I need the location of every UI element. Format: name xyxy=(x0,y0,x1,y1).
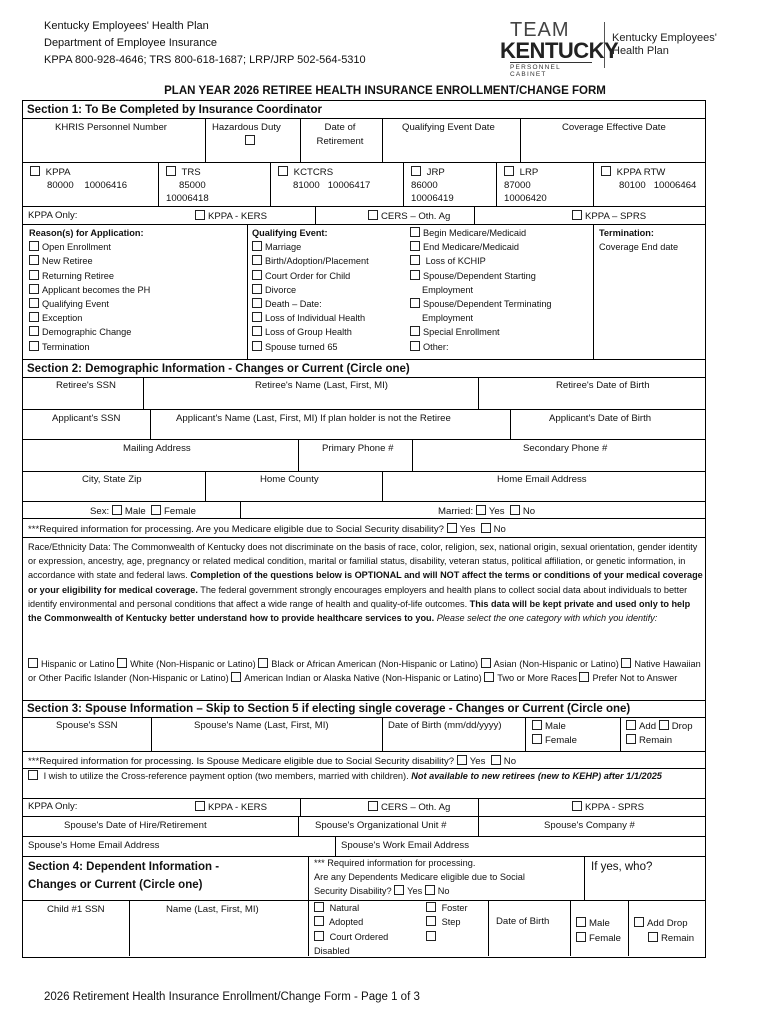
retiree-ssn[interactable]: Retiree's SSN xyxy=(56,380,116,391)
system-jrp[interactable]: JRP xyxy=(411,166,445,179)
reason-open-enrollment[interactable]: Open Enrollment xyxy=(29,240,150,254)
kppa-kers-checkbox[interactable]: KPPA - KERS xyxy=(195,210,267,223)
dependent-medicare-no[interactable]: No xyxy=(425,886,450,896)
spouse-work-email[interactable]: Spouse's Work Email Address xyxy=(341,840,470,851)
spouse-cers-oth[interactable]: CERS – Oth. Ag xyxy=(368,801,450,814)
coverage-end-date: Coverage End date xyxy=(599,242,679,252)
spouse-dob[interactable]: Date of Birth (mm/dd/yyyy) xyxy=(388,720,502,731)
logo-team-text: TEAM xyxy=(510,19,570,41)
medicare-yes-checkbox[interactable]: Yes xyxy=(447,524,476,535)
spouse-company[interactable]: Spouse's Company # xyxy=(544,820,635,831)
reasons-title: Reason(s) for Application: xyxy=(29,228,144,238)
reason-new-retiree[interactable]: New Retiree xyxy=(29,254,150,268)
contact-line: KPPA 800-928-4646; TRS 800-618-1687; LRP/JRP 502-564-5310 xyxy=(44,54,366,66)
reason-qualifying-event[interactable]: Qualifying Event xyxy=(29,297,150,311)
city-state-zip[interactable]: City, State Zip xyxy=(82,474,142,485)
system-trs[interactable]: TRS xyxy=(166,166,201,179)
reason-exception[interactable]: Exception xyxy=(29,311,150,325)
system-lrp-code2: 10006420 xyxy=(504,193,547,204)
spouse-add-drop[interactable]: Add Drop xyxy=(626,720,693,733)
spouse-ssn[interactable]: Spouse's SSN xyxy=(56,720,118,731)
system-kppa-rtw-codes: 80100 10006464 xyxy=(619,180,697,191)
spouse-medicare-no[interactable]: No xyxy=(491,756,516,767)
qual-spouse-starting-2: Employment xyxy=(422,284,474,295)
form-title: PLAN YEAR 2026 RETIREE HEALTH INSURANCE ENROLLMENT/CHANGE FORM xyxy=(164,85,606,97)
child1-ssn[interactable]: Child #1 SSN xyxy=(47,904,105,915)
married-no-checkbox[interactable]: No xyxy=(510,506,535,517)
spouse-remain[interactable]: Remain xyxy=(626,734,672,747)
spouse-home-email[interactable]: Spouse's Home Email Address xyxy=(28,840,160,851)
sex-male-checkbox[interactable]: Male xyxy=(112,506,146,517)
spouse-name[interactable]: Spouse's Name (Last, First, MI) xyxy=(194,720,329,731)
system-kppa-codes: 80000 10006416 xyxy=(47,180,128,191)
retiree-dob[interactable]: Retiree's Date of Birth xyxy=(556,380,650,391)
hazardous-header: Hazardous Duty xyxy=(212,122,281,133)
child1-disabled-checkbox[interactable] xyxy=(426,930,439,944)
race-hispanic[interactable]: Hispanic or Latino xyxy=(28,659,115,669)
sex-field: Sex: Male Female xyxy=(90,506,197,517)
spouse-kppa-kers[interactable]: KPPA - KERS xyxy=(195,801,267,814)
qual-end-medicare[interactable]: End Medicare/Medicaid xyxy=(410,240,552,254)
system-lrp-code1: 87000 xyxy=(504,180,531,191)
qual-death[interactable]: Death – Date: xyxy=(252,297,369,311)
qual-special-enrollment[interactable]: Special Enrollment xyxy=(410,325,552,339)
mailing-address[interactable]: Mailing Address xyxy=(123,443,191,454)
spouse-kppa-sprs[interactable]: KPPA - SPRS xyxy=(572,801,644,814)
cers-oth-checkbox[interactable]: CERS – Oth. Ag xyxy=(368,210,450,223)
race-pacific-islander[interactable]: Native Hawaiian or Other Pacific Islander (Non-Hispanic or Latino) xyxy=(28,659,701,684)
child1-natural[interactable]: Natural xyxy=(314,901,359,915)
spouse-hire-date[interactable]: Spouse's Date of Hire/Retirement xyxy=(64,820,207,831)
system-jrp-code2: 10006419 xyxy=(411,193,454,204)
section4-title-1: Section 4: Dependent Information - xyxy=(28,861,220,873)
system-trs-code1: 85000 xyxy=(179,180,206,191)
section2-title: Section 2: Demographic Information - Changes or Current (Circle one) xyxy=(27,363,410,375)
spouse-org-unit[interactable]: Spouse's Organizational Unit # xyxy=(315,820,447,831)
more-events-column xyxy=(410,226,552,354)
system-jrp-code1: 86000 xyxy=(411,180,438,191)
logo-kentucky-text: KENTUCKY xyxy=(500,38,619,63)
system-trs-code2: 10006418 xyxy=(166,193,209,204)
race-prefer-not[interactable]: Prefer Not to Answer xyxy=(579,673,677,683)
dependent-medicare-yes[interactable]: Yes xyxy=(394,886,422,896)
reason-applicant-ph[interactable]: Applicant becomes the PH xyxy=(29,283,150,297)
child1-foster[interactable]: Foster xyxy=(426,901,468,915)
kehp-logo-line-2: Health Plan xyxy=(612,45,669,57)
race-asian[interactable]: Asian (Non-Hispanic or Latino) xyxy=(481,659,619,669)
child1-adopted[interactable]: Adopted xyxy=(314,915,363,929)
page-footer: 2026 Retirement Health Insurance Enrollment/Change Form - Page 1 of 3 xyxy=(44,991,420,1003)
race-two-or-more[interactable]: Two or More Races xyxy=(484,673,577,683)
child1-add-drop[interactable]: Add Drop xyxy=(634,917,688,930)
child1-dob[interactable]: Date of Birth xyxy=(496,916,550,927)
qual-spouse-terminating[interactable]: Spouse/Dependent Terminating xyxy=(410,297,552,311)
spouse-kppa-only: KPPA Only: xyxy=(28,801,78,812)
qual-spouse-terminating-2: Employment xyxy=(422,313,474,324)
medicare-no-checkbox[interactable]: No xyxy=(481,524,506,535)
reason-termination[interactable]: Termination xyxy=(29,340,150,354)
secondary-phone[interactable]: Secondary Phone # xyxy=(523,443,608,454)
child1-male[interactable]: Male xyxy=(576,917,610,930)
qual-title: Qualifying Event: xyxy=(252,228,328,238)
qual-spouse-65[interactable]: Spouse turned 65 xyxy=(252,340,369,354)
qual-loss-group[interactable]: Loss of Group Health xyxy=(252,325,369,339)
kehp-logo-line-1: Kentucky Employees' xyxy=(612,32,717,44)
qual-loss-individual[interactable]: Loss of Individual Health xyxy=(252,311,369,325)
system-kctcrs[interactable]: KCTCRS xyxy=(278,166,333,179)
qual-divorce[interactable]: Divorce xyxy=(252,283,369,297)
primary-phone[interactable]: Primary Phone # xyxy=(322,443,394,454)
child1-remain[interactable]: Remain xyxy=(648,932,694,945)
section3-title: Section 3: Spouse Information – Skip to Section 5 if electing single coverage - Changes or Current (Circle one) xyxy=(27,703,631,715)
kehp-logo xyxy=(612,32,717,58)
reasons-column xyxy=(29,226,150,354)
reason-returning-retiree[interactable]: Returning Retiree xyxy=(29,269,150,283)
spouse-medicare-question: ***Required information for processing. Is Spouse Medicare eligible due to Social Security disability? Yes No xyxy=(28,756,517,767)
qualifying-events-column xyxy=(252,226,369,354)
child1-disabled: Disabled xyxy=(314,946,350,956)
system-lrp[interactable]: LRP xyxy=(504,166,538,179)
race-options xyxy=(28,657,704,685)
child1-name[interactable]: Name (Last, First, MI) xyxy=(166,904,259,915)
retiree-name[interactable]: Retiree's Name (Last, First, MI) xyxy=(255,380,388,391)
race-american-indian[interactable]: American Indian or Alaska Native (Non-Hispanic or Latino) xyxy=(231,673,481,683)
married-field: Married: Yes No xyxy=(438,506,536,517)
system-kppa[interactable]: KPPA xyxy=(30,166,71,179)
hazardous-checkbox[interactable] xyxy=(245,135,258,148)
qual-begin-medicare[interactable]: Begin Medicare/Medicaid xyxy=(410,226,552,240)
if-yes-who[interactable]: If yes, who? xyxy=(591,861,653,873)
race-white[interactable]: White (Non-Hispanic or Latino) xyxy=(117,659,256,669)
sex-female-checkbox[interactable]: Female xyxy=(151,506,196,517)
qual-other[interactable]: Other: xyxy=(410,340,552,354)
qual-marriage[interactable]: Marriage xyxy=(252,240,369,254)
qual-birth[interactable]: Birth/Adoption/Placement xyxy=(252,254,369,268)
spouse-female-checkbox[interactable]: Female xyxy=(532,734,577,747)
spouse-male-checkbox[interactable]: Male xyxy=(532,720,566,733)
applicant-dob[interactable]: Applicant's Date of Birth xyxy=(549,413,652,424)
spouse-medicare-yes[interactable]: Yes xyxy=(457,756,486,767)
org-line-1: Kentucky Employees' Health Plan xyxy=(44,20,209,32)
child1-female[interactable]: Female xyxy=(576,932,621,945)
qual-loss-kchip[interactable]: Loss of KCHIP xyxy=(410,254,552,268)
race-ethnicity-paragraph: Race/Ethnicity Data: The Commonwealth of Kentucky does not discriminate on the basis of race, color, religion, sex, national origin, sexual orientation, gender identity or expression, ancestry, age, pregnancy or related medical condition, marital or familial status, disability, veteran status, political affiliation, or genetic information, in accordance with state and federal laws. Completion of the questions below is OPTIONAL and will NOT affect the terms or conditions of your medical coverage or your eligibility for medical coverage. The federal government strongly encourages employers and health plans to collect social data about individuals to better identify environmental and personal conditions that affect a wide range of health and quality-of-life outcomes. This data will be kept private and used only to help the Commonwealth of Kentucky better understand how to provide healthcare services to you. Please select the one category with which you identify: xyxy=(28,542,703,624)
child1-court-ordered[interactable]: Court Ordered xyxy=(314,930,388,944)
khris-header: KHRIS Personnel Number xyxy=(55,122,167,133)
applicant-ssn[interactable]: Applicant's SSN xyxy=(52,413,121,424)
child1-step[interactable]: Step xyxy=(426,915,460,929)
crossref-option[interactable]: I wish to utilize the Cross-reference payment option (two members, married with children). Not available to new retirees (new to KEHP) after 1/1/2025 xyxy=(28,769,704,783)
team-kentucky-logo xyxy=(500,19,619,78)
qual-spouse-starting[interactable]: Spouse/Dependent Starting xyxy=(410,269,552,283)
kppa-only-label: KPPA Only: xyxy=(28,210,78,221)
section4-title-2: Changes or Current (Circle one) xyxy=(28,879,203,891)
kppa-sprs-checkbox[interactable]: KPPA – SPRS xyxy=(572,210,646,223)
home-county[interactable]: Home County xyxy=(260,474,319,485)
married-yes-checkbox[interactable]: Yes xyxy=(476,506,505,517)
applicant-name[interactable]: Applicant's Name (Last, First, MI) If plan holder is not the Retiree xyxy=(176,413,451,424)
race-black[interactable]: Black or African American (Non-Hispanic or Latino) xyxy=(258,659,478,669)
date-retirement-header: Date of Retirement xyxy=(316,122,364,147)
medicare-question: ***Required information for processing. Are you Medicare eligible due to Social Security disability? Yes No xyxy=(28,524,506,535)
coverage-eff-header: Coverage Effective Date xyxy=(562,122,666,133)
qual-date-header: Qualifying Event Date xyxy=(402,122,495,133)
reason-demographic-change[interactable]: Demographic Change xyxy=(29,325,150,339)
section1-title: Section 1: To Be Completed by Insurance Coordinator xyxy=(27,104,322,116)
logo-personnel-text: PERSONNEL CABINET xyxy=(510,62,592,78)
qual-court-order[interactable]: Court Order for Child xyxy=(252,269,369,283)
org-line-2: Department of Employee Insurance xyxy=(44,37,218,49)
system-kctcrs-codes: 81000 10006417 xyxy=(293,180,371,191)
termination-title: Termination: xyxy=(599,228,654,238)
dependent-medicare-question: *** Required information for processing. Are any Dependents Medicare eligible due to Social Security Disability? Yes No xyxy=(314,858,525,896)
home-email[interactable]: Home Email Address xyxy=(497,474,587,485)
system-kppa-rtw[interactable]: KPPA RTW xyxy=(601,166,665,179)
